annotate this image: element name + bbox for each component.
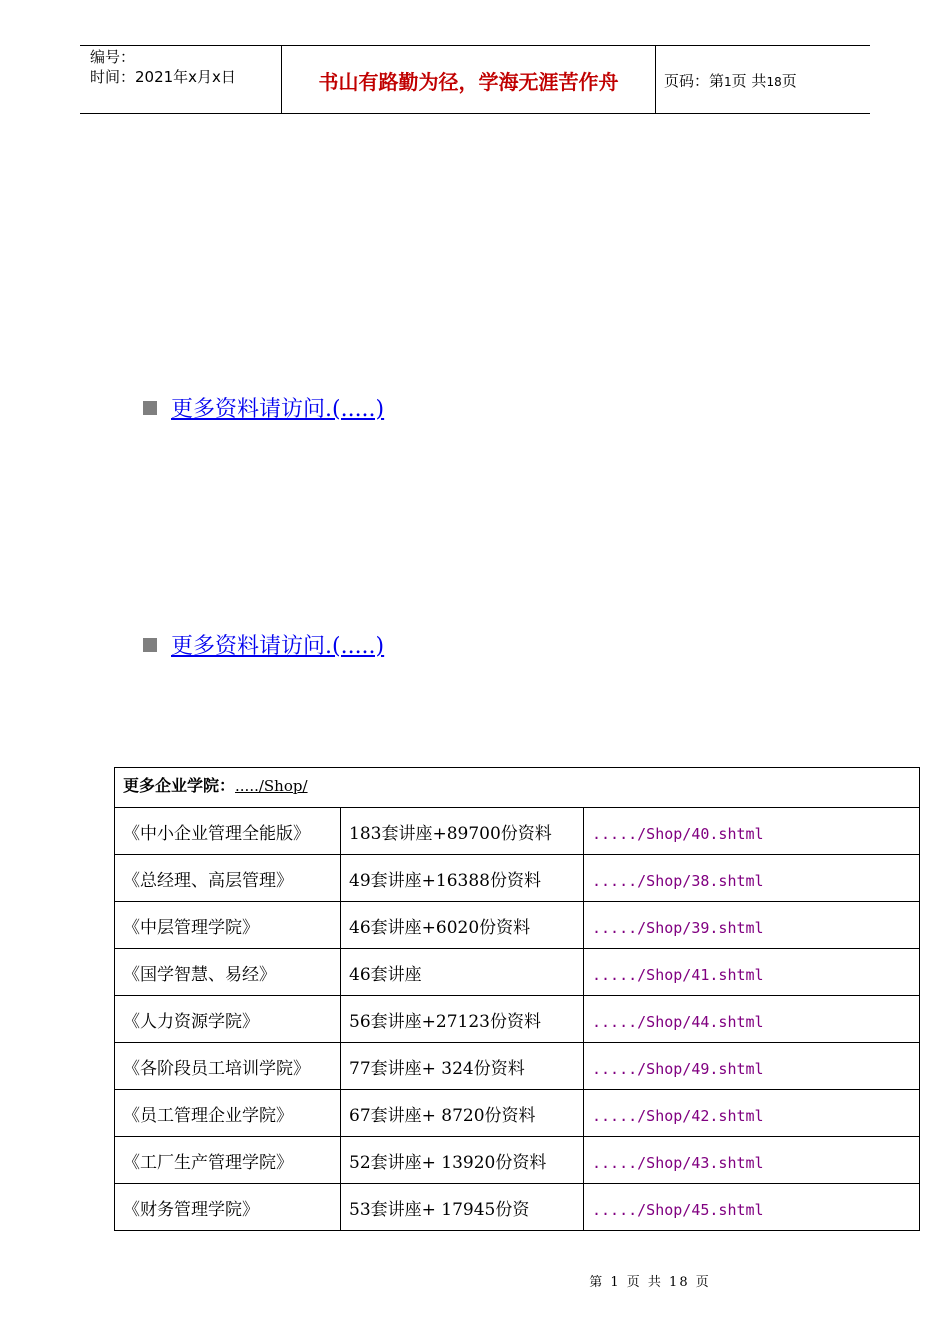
shop-table [114,767,920,1231]
course-desc: 56套讲座+27123份资料 [341,996,584,1043]
header-page-info [664,70,797,91]
page-total: 18 [766,75,782,89]
course-name: 《各阶段员工培训学院》 [115,1043,341,1090]
course-name: 《财务管理学院》 [115,1184,341,1231]
course-name: 《工厂生产管理学院》 [115,1137,341,1184]
table-row [115,949,920,996]
course-name: 《人力资源学院》 [115,996,341,1043]
course-desc: 49套讲座+16388份资料 [341,855,584,902]
header-divider-2 [655,45,656,113]
table-row [115,1184,920,1231]
page-footer: 第 1 页 共 18 页 [589,1275,711,1290]
page-suffix: 页 [781,72,797,90]
course-name: 《国学智慧、易经》 [115,949,341,996]
course-name: 《总经理、高层管理》 [115,855,341,902]
course-desc: 46套讲座+6020份资料 [341,902,584,949]
header-top-rule [80,45,870,46]
page-number: 1 [724,75,732,89]
course-link[interactable]: ...../Shop/44.shtml [584,996,920,1043]
table-row [115,1137,920,1184]
course-desc: 67套讲座+ 8720份资料 [341,1090,584,1137]
course-link[interactable]: ...../Shop/49.shtml [584,1043,920,1090]
table-header-label: 更多企业学院： [123,776,236,795]
course-name: 《中层管理学院》 [115,902,341,949]
page-prefix: 页码：第 [664,72,725,90]
course-link[interactable]: ...../Shop/43.shtml [584,1137,920,1184]
table-row [115,808,920,855]
visit-link-1[interactable]: 更多资料请访问.(.....) [171,397,385,422]
course-desc: 52套讲座+ 13920份资料 [341,1137,584,1184]
square-bullet-icon [143,638,157,652]
table-header-cell [115,768,920,808]
course-link[interactable]: ...../Shop/39.shtml [584,902,920,949]
course-desc: 53套讲座+ 17945份资 [341,1184,584,1231]
course-link[interactable]: ...../Shop/42.shtml [584,1090,920,1137]
table-header-link[interactable]: ...../Shop/ [235,777,308,795]
square-bullet-icon [143,401,157,415]
header-motto: 书山有路勤为径，学海无涯苦作舟 [318,70,619,94]
page-mid: 页 共 [731,72,767,90]
visit-link-2[interactable]: 更多资料请访问.(.....) [171,634,385,659]
course-name: 《员工管理企业学院》 [115,1090,341,1137]
header-bottom-rule [80,113,870,114]
time-label: 时间：2021年x月x日 [90,68,236,86]
table-row [115,1090,920,1137]
visit-item-1 [143,392,384,423]
table-row [115,1043,920,1090]
course-link[interactable]: ...../Shop/45.shtml [584,1184,920,1231]
table-row [115,902,920,949]
course-link[interactable]: ...../Shop/40.shtml [584,808,920,855]
course-desc: 46套讲座 [341,949,584,996]
course-link[interactable]: ...../Shop/38.shtml [584,855,920,902]
course-link[interactable]: ...../Shop/41.shtml [584,949,920,996]
header-meta [90,47,236,87]
table-row [115,855,920,902]
table-header-row [115,768,920,808]
course-desc: 77套讲座+ 324份资料 [341,1043,584,1090]
course-desc: 183套讲座+89700份资料 [341,808,584,855]
course-name: 《中小企业管理全能版》 [115,808,341,855]
code-label: 编号： [90,48,136,66]
visit-item-2 [143,629,384,660]
table-row [115,996,920,1043]
